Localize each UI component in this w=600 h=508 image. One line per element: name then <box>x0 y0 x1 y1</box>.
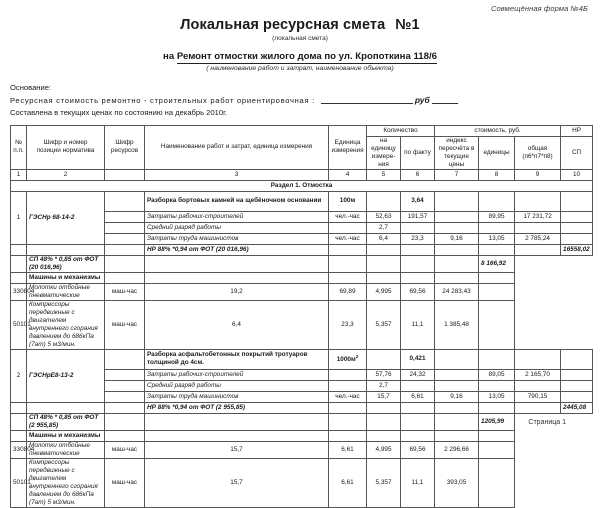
item-total <box>515 349 561 369</box>
group-qty-unit <box>145 272 329 283</box>
res-total: 2 165,70 <box>515 369 561 380</box>
res-index: 5,357 <box>367 300 401 349</box>
res-qty-per-unit: 57,76 <box>367 369 401 380</box>
res-qty-fact: 191,57 <box>401 211 435 222</box>
th-no: № п.п. <box>11 125 27 169</box>
np-unit-cost <box>401 255 435 272</box>
group-index <box>367 272 401 283</box>
np-unit <box>105 255 145 272</box>
res-unit <box>329 369 367 380</box>
group-unit-cost <box>401 272 435 283</box>
res-index: 9,16 <box>435 233 479 244</box>
item-number: 2 <box>11 349 27 402</box>
res-unit: чел.-час <box>329 391 367 402</box>
colnum-8: 8 <box>479 169 515 180</box>
overhead-label: СП 48% * 0,85 от ФОТ (2 955,85) <box>27 413 105 430</box>
res-nr <box>479 300 515 349</box>
np-qty-fact <box>401 402 435 413</box>
res-name: Молотки отбойные пневматические <box>27 283 105 300</box>
item-number-cont <box>11 402 27 413</box>
np-unit <box>329 244 367 255</box>
res-name: Затраты труда машинистов <box>145 391 329 402</box>
th-sp: СП <box>561 136 593 169</box>
res-total <box>515 380 561 391</box>
item-qty-per-unit <box>367 191 401 211</box>
item-index <box>435 191 479 211</box>
meta-block <box>10 82 600 119</box>
np-qty-unit <box>145 413 329 430</box>
currency-label: руб <box>414 94 430 105</box>
res-index: 9,16 <box>435 391 479 402</box>
item-nr <box>561 349 593 369</box>
item-code: ГЭСНрЕ8-13-2 <box>27 349 105 402</box>
th-qty-group: Количество <box>367 125 435 136</box>
res-code: 50101 <box>11 458 27 507</box>
res-name: Затраты рабочих-строителей <box>145 211 329 222</box>
column-number-row <box>11 169 593 180</box>
overhead-row[interactable] <box>11 413 593 430</box>
np-unit <box>329 402 367 413</box>
th-code-res: Шифр ресурсов <box>105 125 145 169</box>
res-index: 5,357 <box>367 458 401 507</box>
res-name: Компрессоры передвижные с двигателем внутреннего сгорания давлением до 686кПа (7ат) 5 м3/мин. <box>27 458 105 507</box>
item-index <box>435 349 479 369</box>
cost-label: Ресурсная стоимость ремонтно - строительных работ ориентировочная : <box>10 95 315 105</box>
res-index <box>435 380 479 391</box>
np-total <box>515 402 561 413</box>
np-qty-fact <box>329 413 367 430</box>
res-unit-cost <box>479 380 515 391</box>
resource-row[interactable] <box>11 458 593 507</box>
item-unit-cost <box>479 191 515 211</box>
res-unit-cost: 13,05 <box>479 391 515 402</box>
res-code <box>105 402 145 413</box>
item-qty-per-unit <box>367 349 401 369</box>
res-index <box>435 369 479 380</box>
res-code <box>105 211 145 222</box>
res-unit-cost: 69,56 <box>401 441 435 458</box>
res-nr <box>479 283 515 300</box>
overhead-row[interactable] <box>11 255 593 272</box>
section-header-row <box>11 180 593 191</box>
res-qty-per-unit: 15,7 <box>367 391 401 402</box>
group-row[interactable] <box>11 272 593 283</box>
th-nr: НР <box>561 125 593 136</box>
np-qty-unit <box>145 255 329 272</box>
res-code <box>105 380 145 391</box>
res-qty-per-unit: 19,2 <box>145 283 329 300</box>
np-total <box>435 255 479 272</box>
res-unit: маш-час <box>105 283 145 300</box>
work-name: Разборка асфальтобетонных покрытий тротуаров толщиной до 4см. <box>145 349 329 369</box>
res-unit: маш-час <box>105 458 145 507</box>
res-unit-cost <box>479 222 515 233</box>
estimate-table <box>10 125 593 508</box>
group-nr <box>479 272 515 283</box>
overhead-value: 8 166,92 <box>479 255 515 272</box>
th-unit-cost: единицы <box>479 136 515 169</box>
colnum-6: 6 <box>401 169 435 180</box>
res-code: 330804 <box>11 283 27 300</box>
res-unit <box>329 380 367 391</box>
price-date-line: Составлена в текущих ценах по состоянию на декабрь 2010г. <box>10 107 228 117</box>
res-index: 4,995 <box>367 283 401 300</box>
overhead-row[interactable] <box>11 244 593 255</box>
colnum-blank <box>105 169 145 180</box>
res-qty-fact: 23,3 <box>329 300 367 349</box>
res-unit-cost: 13,05 <box>479 233 515 244</box>
res-code <box>105 391 145 402</box>
res-code <box>105 233 145 244</box>
basis-label: Основание: <box>10 83 52 92</box>
res-nr <box>479 441 515 458</box>
res-nr <box>561 380 593 391</box>
section-title: Раздел 1. Отмостка <box>11 180 593 191</box>
res-unit <box>329 222 367 233</box>
object-caption: ( наименование работ и затрат, наименование объекта) <box>206 65 394 72</box>
th-total: общая (п6*п7*п8) <box>515 136 561 169</box>
res-qty-fact: 6,61 <box>329 458 367 507</box>
res-total: 393,05 <box>435 458 479 507</box>
res-total: 2 785,24 <box>515 233 561 244</box>
res-qty-fact: 6,61 <box>401 391 435 402</box>
item-code: ГЭСНр 68-14-2 <box>27 191 105 244</box>
resource-row[interactable] <box>11 300 593 349</box>
th-cost-group: стоимость, руб. <box>435 125 561 136</box>
res-unit: маш-час <box>105 300 145 349</box>
page-title <box>180 17 419 33</box>
overhead-value: 2445,08 <box>561 402 593 413</box>
group-name: Машины и механизмы <box>27 430 105 441</box>
th-unit: Единица измерения <box>329 125 367 169</box>
np-unit <box>105 413 145 430</box>
res-code <box>105 244 145 255</box>
res-total <box>515 222 561 233</box>
item-number-cont <box>11 244 27 255</box>
res-name: Компрессоры передвижные с двигателем внутреннего сгорания давлением до 686кПа (7ат) 5 м3/мин. <box>27 300 105 349</box>
res-qty-fact: 6,61 <box>329 441 367 458</box>
item-code-cont <box>27 244 105 255</box>
res-nr <box>561 222 593 233</box>
res-name: Затраты труда машинистов <box>145 233 329 244</box>
res-index: 4,995 <box>367 441 401 458</box>
res-total: 17 231,72 <box>515 211 561 222</box>
res-qty-per-unit: 2,7 <box>367 222 401 233</box>
res-index <box>435 222 479 233</box>
item-unit-cost <box>479 349 515 369</box>
th-qty-per-unit: на единицу измере- ния <box>367 136 401 169</box>
colnum-2: 2 <box>27 169 105 180</box>
page-title-number: №1 <box>395 17 420 33</box>
res-index <box>435 211 479 222</box>
res-qty-fact <box>401 222 435 233</box>
colnum-5: 5 <box>367 169 401 180</box>
res-qty-per-unit: 52,63 <box>367 211 401 222</box>
cost-input-blank[interactable] <box>321 95 413 104</box>
res-nr <box>561 233 593 244</box>
table-row[interactable] <box>11 349 593 369</box>
item-unit: $1000м^2$ <box>329 349 367 369</box>
item-qty-fact: 0,421 <box>401 349 435 369</box>
object-name: Ремонт отмостки жилого дома по ул. Кропоткина 118/6 <box>176 51 437 62</box>
title-caption: (локальная смета) <box>272 35 328 42</box>
overhead-value: 16558,02 <box>561 244 593 255</box>
group-unit <box>105 272 145 283</box>
res-name: Средний разряд работы <box>145 222 329 233</box>
res-code <box>105 369 145 380</box>
np-qty-fact <box>329 255 367 272</box>
colnum-1: 1 <box>11 169 27 180</box>
colnum-9: 9 <box>515 169 561 180</box>
res-unit-cost: 11,1 <box>401 458 435 507</box>
np-unit-cost <box>479 244 515 255</box>
res-total: 2 296,66 <box>435 441 479 458</box>
res-unit-cost: 11,1 <box>401 300 435 349</box>
currency-underline <box>432 95 458 104</box>
resource-row[interactable] <box>11 441 593 458</box>
table-header <box>11 125 593 180</box>
np-index <box>367 255 401 272</box>
table-row[interactable] <box>11 191 593 211</box>
cost-row <box>10 94 600 107</box>
np-total <box>435 413 479 430</box>
th-code-norm: Шифр и номер позиции норматива <box>27 125 105 169</box>
th-qty-fact: по факту <box>401 136 435 169</box>
res-qty-per-unit: 15,7 <box>145 458 329 507</box>
np-unit-cost <box>401 413 435 430</box>
object-prefix: на <box>163 51 175 62</box>
form-reference: Совмещённая форма №4Б <box>491 4 588 13</box>
res-qty-fact: 23,3 <box>401 233 435 244</box>
res-unit-cost: 89,95 <box>479 211 515 222</box>
res-unit: маш-час <box>105 441 145 458</box>
item-unit: 100м <box>329 191 367 211</box>
res-unit: чел.-час <box>329 211 367 222</box>
table-body <box>11 180 593 507</box>
res-name: Затраты рабочих-строителей <box>145 369 329 380</box>
res-qty-per-unit: 15,7 <box>145 441 329 458</box>
overhead-label: НР 88% *0,94 от ФОТ (2 955,85) <box>145 402 329 413</box>
np-index <box>435 244 479 255</box>
res-qty-per-unit: 2,7 <box>367 380 401 391</box>
page-number: Страница 1 <box>528 419 566 426</box>
item-res-code <box>105 191 145 211</box>
res-name: Молотки отбойные пневматические <box>27 441 105 458</box>
th-name: Наименование работ и затрат, единица измерения <box>145 125 329 169</box>
res-name: Средний разряд работы <box>145 380 329 391</box>
item-res-code <box>105 349 145 369</box>
th-index: индекс пересчёта в текущие цены <box>435 136 479 169</box>
overhead-value: 1205,99 <box>479 413 515 430</box>
res-code <box>105 222 145 233</box>
np-qty-unit <box>367 244 401 255</box>
item-number: 1 <box>11 191 27 244</box>
overhead-label: НР 88% *0,94 от ФОТ (20 016,96) <box>145 244 329 255</box>
group-name: Машины и механизмы <box>27 272 105 283</box>
object-line <box>0 51 600 62</box>
np-index <box>435 402 479 413</box>
np-qty-fact <box>401 244 435 255</box>
res-qty-fact <box>401 380 435 391</box>
item-qty-fact: 3,64 <box>401 191 435 211</box>
res-nr <box>561 391 593 402</box>
overhead-label: СП 48% * 0,85 от ФОТ (20 016,96) <box>27 255 105 272</box>
res-qty-per-unit: 6,4 <box>367 233 401 244</box>
page-title-text: Локальная ресурсная смета <box>180 17 386 33</box>
res-code <box>11 255 27 272</box>
work-name: Разборка бортовых камней на щебёночном основании <box>145 191 329 211</box>
group-qty-fact <box>329 272 367 283</box>
colnum-4: 4 <box>329 169 367 180</box>
np-unit-cost <box>479 402 515 413</box>
res-nr <box>561 369 593 380</box>
np-qty-unit <box>367 402 401 413</box>
item-total <box>515 191 561 211</box>
res-code <box>11 272 27 283</box>
res-total: 790,15 <box>515 391 561 402</box>
resource-row[interactable] <box>11 283 593 300</box>
res-unit-cost: 69,56 <box>401 283 435 300</box>
colnum-7: 7 <box>435 169 479 180</box>
res-unit: чел.-час <box>329 233 367 244</box>
item-code-cont <box>27 402 105 413</box>
res-code: 50101 <box>11 300 27 349</box>
res-unit-cost: 89,05 <box>479 369 515 380</box>
res-total: 1 385,48 <box>435 300 479 349</box>
colnum-3: 3 <box>145 169 329 180</box>
res-code <box>11 413 27 430</box>
group-total <box>435 272 479 283</box>
res-total: 24 283,43 <box>435 283 479 300</box>
res-qty-per-unit: 6,4 <box>145 300 329 349</box>
item-nr <box>561 191 593 211</box>
np-total <box>515 244 561 255</box>
res-qty-fact: 24,32 <box>401 369 435 380</box>
np-index <box>367 413 401 430</box>
overhead-row[interactable] <box>11 402 593 413</box>
res-nr <box>479 458 515 507</box>
res-code: 330804 <box>11 441 27 458</box>
colnum-10: 10 <box>561 169 593 180</box>
res-nr <box>561 211 593 222</box>
res-qty-fact: 69,89 <box>329 283 367 300</box>
